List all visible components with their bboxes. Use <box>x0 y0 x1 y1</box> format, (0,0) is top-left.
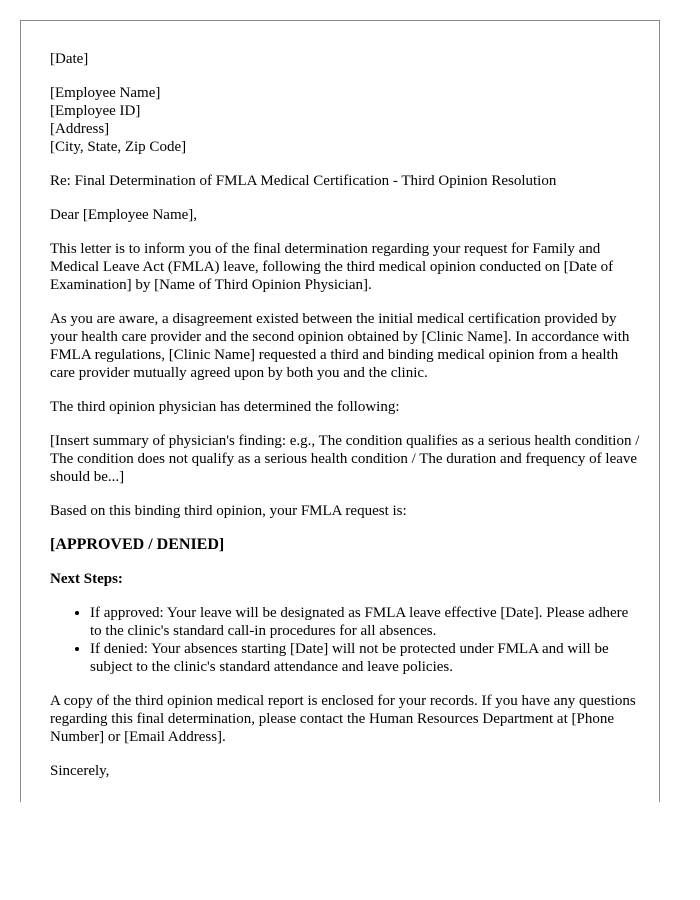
paragraph-intro: This letter is to inform you of the final determination regarding your request for Family and Medical Leave Act (FMLA) leave, following the third medical opinion conducted on [Date of Examination] by [Name of Third Opinion Physician]. <box>50 241 614 293</box>
paragraph-physician-summary: [Insert summary of physician's finding: e.g., The condition qualifies as a serious health condition / The condition does not qualify as a serious health condition / The duration and frequency of leave should be...] <box>50 433 640 485</box>
next-steps-list <box>50 604 640 676</box>
recipient-id-line: [Employee ID] <box>50 103 141 119</box>
next-step-approved: • If approved: Your leave will be designated as FMLA leave effective [Date]. Please adhere to the clinic's standard call-in procedures for all absences. <box>90 604 640 640</box>
recipient-name-line: [Employee Name] <box>50 85 161 101</box>
paragraph-determined: The third opinion physician has determined the following: <box>50 399 400 415</box>
letter-closing: Sincerely, <box>50 763 110 779</box>
letter-salutation: Dear [Employee Name], <box>50 207 198 223</box>
next-step-denied: • If denied: Your absences starting [Date] will not be protected under FMLA and will be subject to the clinic's standard attendance and leave policies. <box>90 640 640 676</box>
next-steps-heading: Next Steps: <box>50 571 123 587</box>
paragraph-background: As you are aware, a disagreement existed between the initial medical certification provided by your health care provider and the second opinion obtained by [Clinic Name]. In accordance with FMLA regulations, [Clinic Name] requested a third and binding medical opinion from a health care provider mutually agreed upon by both you and the clinic. <box>50 311 630 381</box>
paragraph-request-status: Based on this binding third opinion, your FMLA request is: <box>50 503 407 519</box>
letter-subject: Re: Final Determination of FMLA Medical Certification - Third Opinion Resolution <box>50 173 557 189</box>
letter-body <box>50 50 640 796</box>
decision-status: [APPROVED / DENIED] <box>50 536 225 553</box>
letter-date: [Date] <box>50 51 89 67</box>
recipient-city-line: [City, State, Zip Code] <box>50 139 187 155</box>
recipient-address-line: [Address] <box>50 121 110 137</box>
recipient-address-block <box>50 84 640 156</box>
paragraph-enclosed: A copy of the third opinion medical report is enclosed for your records. If you have any questions regarding this final determination, please contact the Human Resources Department at [Phone Number] or [Email Address]. <box>50 693 636 745</box>
letter-page <box>20 20 660 802</box>
